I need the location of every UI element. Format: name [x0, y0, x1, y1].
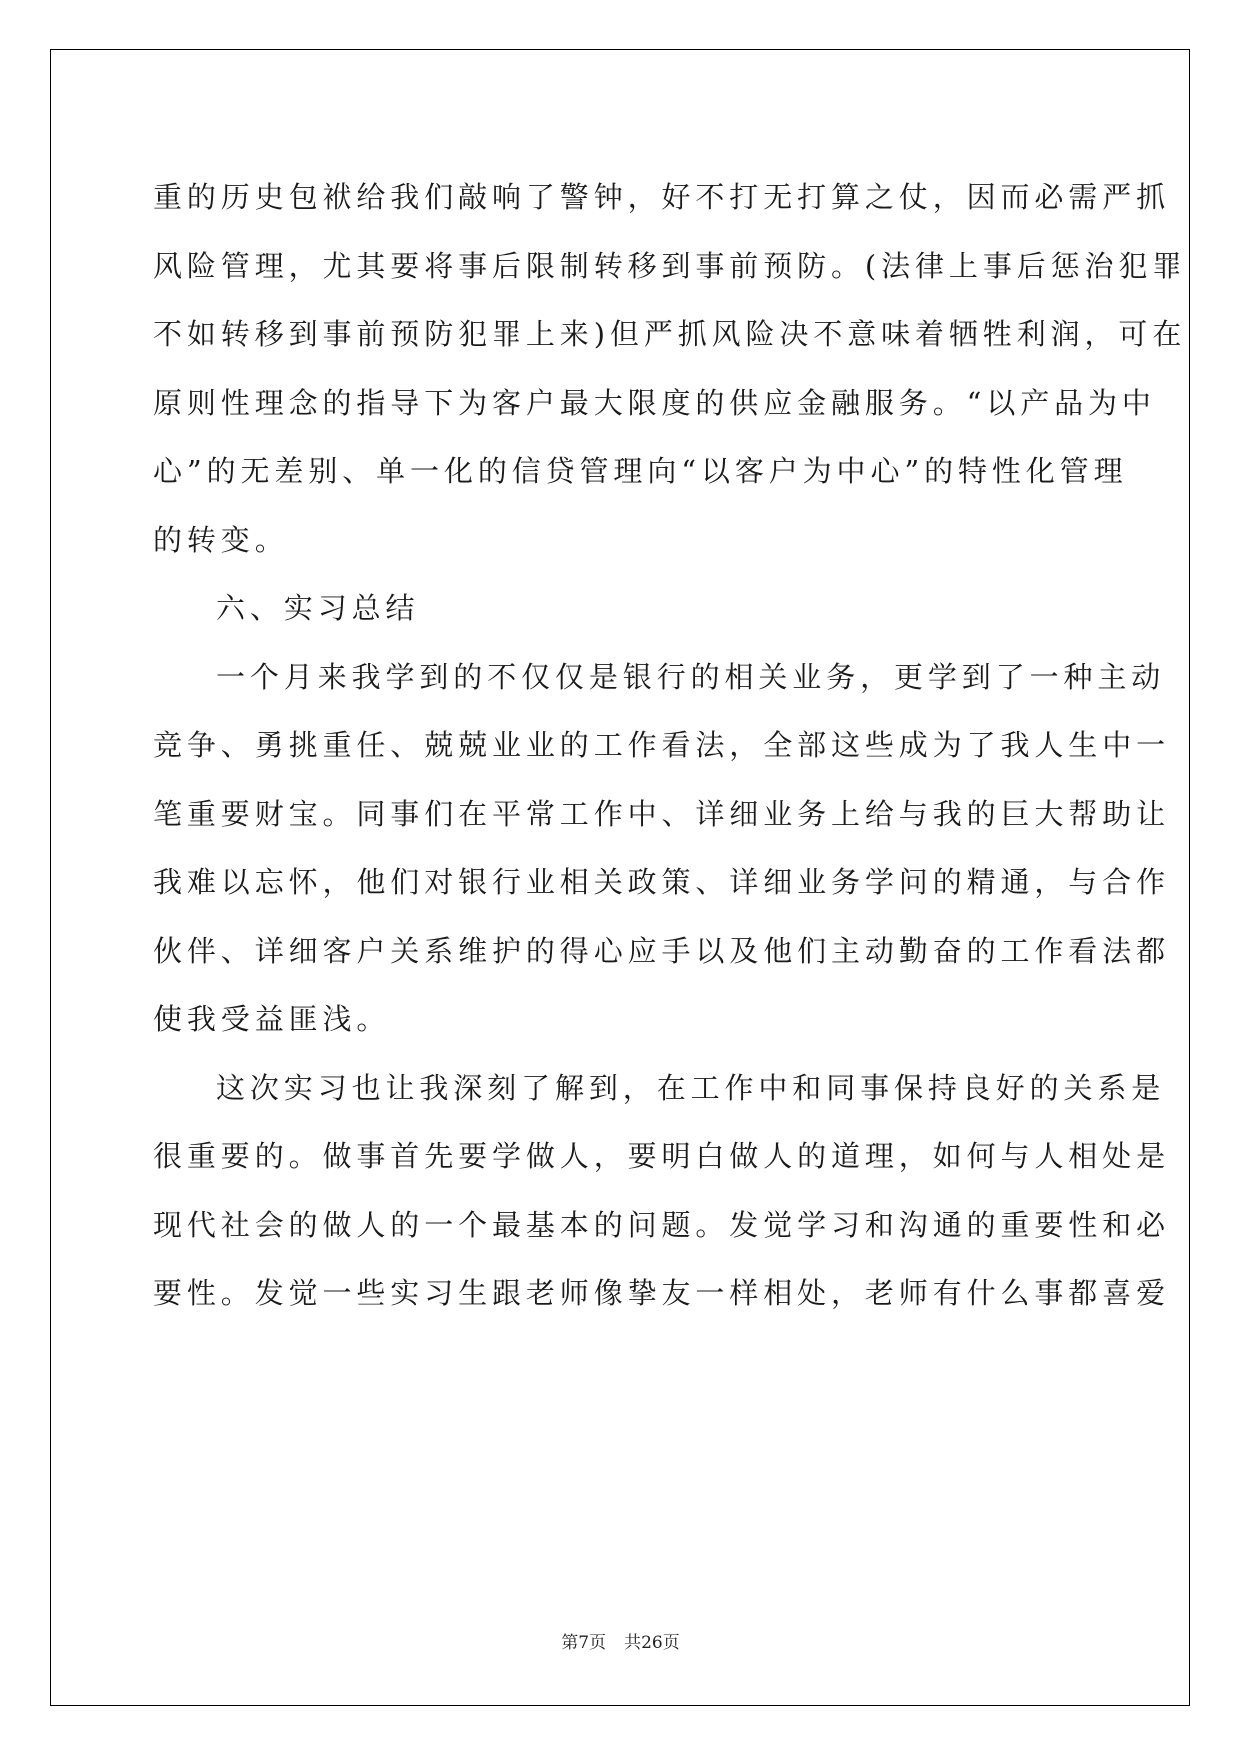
page-footer: [0, 1628, 1241, 1653]
text-line: 现代社会的做人的一个最基本的问题。发觉学习和沟通的重要性和必: [153, 1207, 1171, 1242]
document-body: [153, 163, 1187, 1328]
page-total: 共26页: [624, 1633, 680, 1653]
text-line: 要性。发觉一些实习生跟老师像挚友一样相处，老师有什么事都喜爱: [153, 1276, 1171, 1310]
text-line: 重的历史包袱给我们敲响了警钟，好不打无打算之仗，因而必需严抓: [153, 180, 1171, 214]
text-line: 使我受益匪浅。: [153, 1002, 391, 1036]
text-line: 原则性理念的指导下为客户最大限度的供应金融服务。“以产品为中: [153, 385, 1156, 420]
page-number: 第7页: [561, 1633, 607, 1653]
section-heading: 六、实习总结: [216, 591, 420, 625]
text-line: 笔重要财宝。同事们在平常工作中、详细业务上给与我的巨大帮助让: [153, 796, 1171, 831]
text-line: 一个月来我学到的不仅仅是银行的相关业务，更学到了一种主动: [216, 659, 1166, 694]
text-line: 伙伴、详细客户关系维护的得心应手以及他们主动勤奋的工作看法都: [153, 933, 1171, 968]
text-line: 竞争、勇挑重任、兢兢业业的工作看法，全部这些成为了我人生中一: [153, 728, 1171, 762]
text-line: 这次实习也让我深刻了解到，在工作中和同事保持良好的关系是: [216, 1070, 1166, 1105]
text-line: 我难以忘怀，他们对银行业相关政策、详细业务学问的精通，与合作: [153, 865, 1171, 899]
text-line: 不如转移到事前预防犯罪上来)但严抓风险决不意味着牺牲利润，可在: [153, 317, 1187, 351]
text-line: 的转变。: [153, 522, 289, 557]
text-line: 风险管理，尤其要将事后限制转移到事前预防。(法律上事后惩治犯罪: [153, 248, 1187, 283]
text-line: 心”的无差别、单一化的信贷管理向“以客户为中心”的特性化管理: [153, 454, 1128, 488]
text-line: 很重要的。做事首先要学做人，要明白做人的道理，如何与人相处是: [153, 1139, 1171, 1173]
